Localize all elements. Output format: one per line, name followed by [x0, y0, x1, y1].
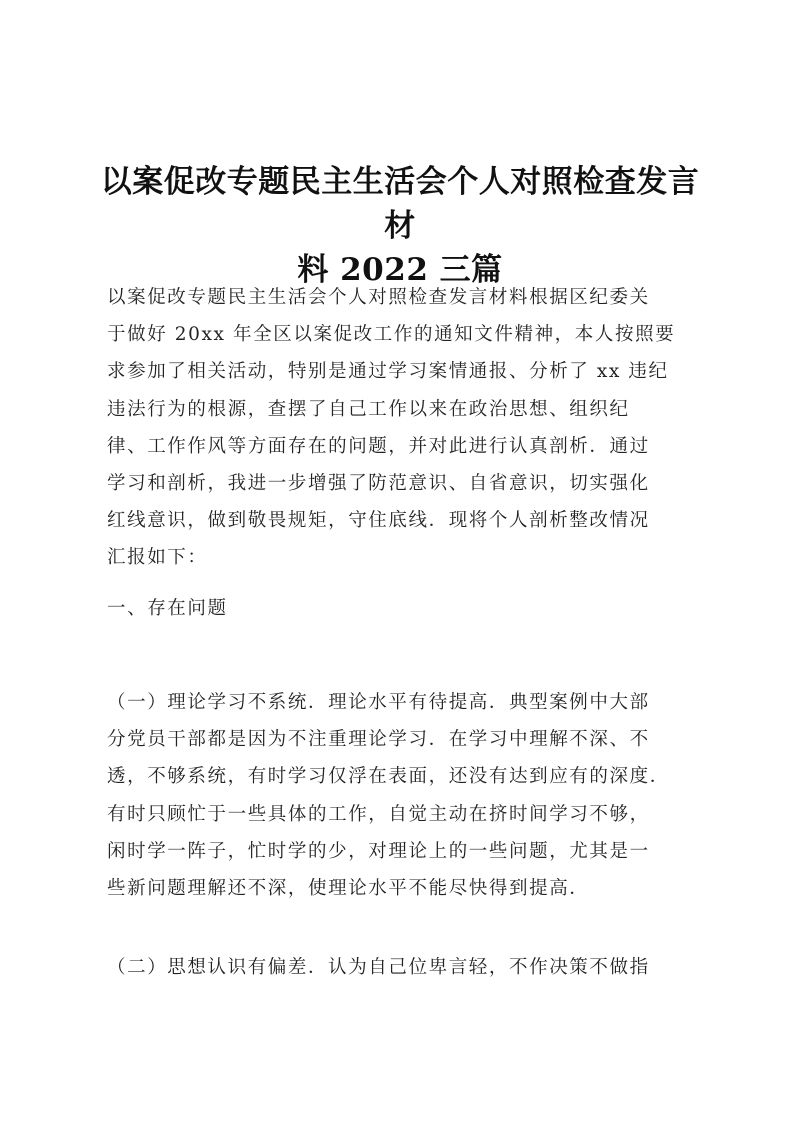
- paragraph-line: 律、工作作风等方面存在的问题，并对此进行认真剖析．通过: [107, 435, 650, 457]
- paragraph-line: （一）理论学习不系统．理论水平有待提高．典型案例中大部: [107, 692, 650, 713]
- paragraph-line: 于做好 20xx 年全区以案促改工作的通知文件精神，本人按照要: [107, 324, 676, 346]
- paragraph-line: 有时只顾忙于一些具体的工作，自觉主动在挤时间学习不够，: [107, 803, 650, 825]
- paragraph-line: 汇报如下：: [107, 547, 208, 569]
- intro-paragraph: [107, 279, 697, 577]
- section-heading-text: 一、存在问题: [107, 598, 228, 619]
- document-title: [100, 160, 700, 292]
- paragraph-line: 透，不够系统，有时学习仅浮在表面，还没有达到应有的深度．: [107, 766, 670, 788]
- paragraph-line: （二）思想认识有偏差．认为自己位卑言轻，不作决策不做指: [107, 957, 650, 978]
- paragraph-line: 违法行为的根源，查摆了自己工作以来在政治思想、组织纪: [107, 398, 630, 420]
- paragraph-line: 闲时学一阵子，忙时学的少，对理论上的一些问题，尤其是一: [107, 840, 650, 862]
- problem-two-paragraph: [107, 949, 697, 986]
- paragraph-line: 学习和剖析，我进一步增强了防范意识、自省意识，切实强化: [107, 473, 650, 495]
- section-heading: [107, 590, 697, 627]
- title-line: 料 2022 三篇: [297, 252, 503, 288]
- paragraph-line: 求参加了相关活动，特别是通过学习案情通报、分析了 xx 违纪: [107, 361, 669, 383]
- paragraph-line: 分党员干部都是因为不注重理论学习．在学习中理解不深、不: [107, 729, 650, 751]
- problem-one-paragraph: [107, 684, 697, 907]
- title-line: 以案促改专题民主生活会个人对照检查发言材: [100, 164, 700, 244]
- paragraph-line: 红线意识，做到敬畏规矩，守住底线．现将个人剖析整改情况: [107, 510, 650, 532]
- paragraph-line: 以案促改专题民主生活会个人对照检查发言材料根据区纪委关: [107, 287, 650, 308]
- paragraph-line: 些新问题理解还不深，使理论水平不能尽快得到提高．: [107, 878, 590, 900]
